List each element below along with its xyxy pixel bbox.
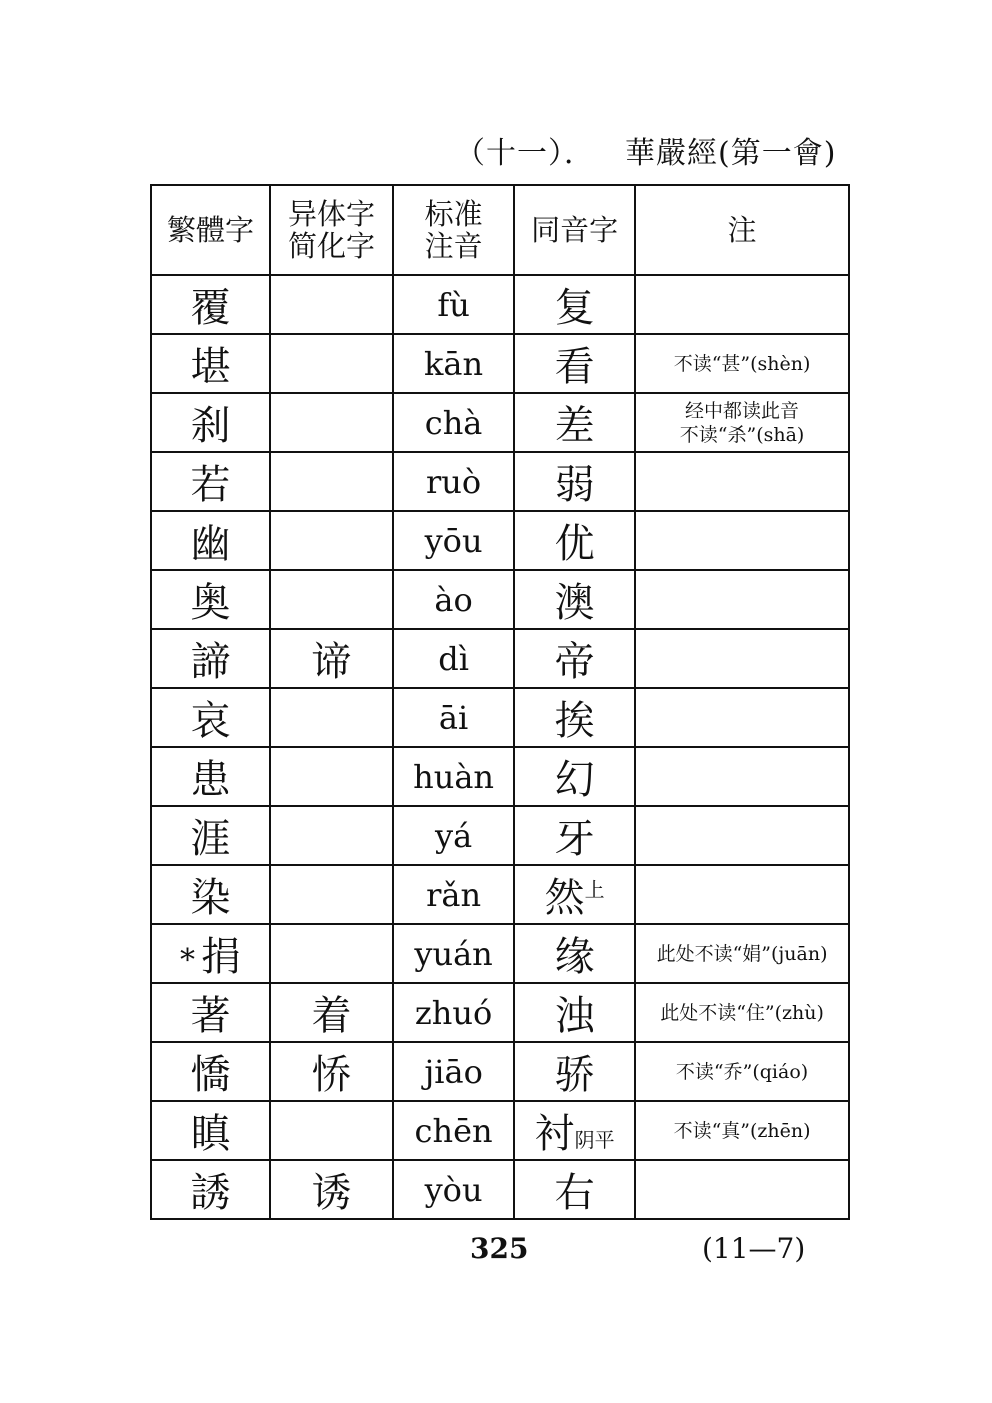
- table-row: [151, 865, 849, 924]
- table-row: [151, 1101, 849, 1160]
- traditional-cell: [151, 1160, 270, 1219]
- homophone-char: 帝: [554, 639, 595, 685]
- homophone-cell: [514, 983, 635, 1042]
- pinyin-cell: [393, 452, 514, 511]
- note-cell: [635, 1101, 849, 1160]
- col-header-homophone: 同音字: [514, 185, 635, 275]
- note-text: 不读“甚”(shèn): [673, 352, 811, 375]
- traditional-cell: [151, 570, 270, 629]
- pinyin-cell: [393, 983, 514, 1042]
- traditional-char: 堪: [190, 344, 231, 390]
- pinyin-cell: [393, 1101, 514, 1160]
- pinyin-text: fù: [437, 285, 470, 324]
- homophone-cell: [514, 688, 635, 747]
- traditional-cell: [151, 983, 270, 1042]
- table-row: [151, 688, 849, 747]
- note-cell: [635, 275, 849, 334]
- pinyin-cell: [393, 570, 514, 629]
- traditional-char: 諦: [190, 639, 231, 685]
- pinyin-cell: [393, 275, 514, 334]
- homophone-char: 骄: [554, 1052, 595, 1098]
- pronunciation-table: [150, 184, 850, 1220]
- pinyin-cell: [393, 924, 514, 983]
- sutra-title: 華嚴經(第一會): [625, 136, 837, 171]
- table-body: [151, 275, 849, 1219]
- traditional-char: 憍: [190, 1052, 231, 1098]
- traditional-cell: [151, 334, 270, 393]
- homophone-char: 牙: [554, 816, 595, 862]
- traditional-cell: [151, 629, 270, 688]
- tone-superscript: 上: [584, 877, 605, 902]
- tone-subscript: 阴平: [574, 1128, 615, 1152]
- table-row: [151, 924, 849, 983]
- homophone-cell: [514, 334, 635, 393]
- simplified-cell: [270, 275, 393, 334]
- homophone-char: 澳: [554, 580, 595, 626]
- simplified-cell: [270, 452, 393, 511]
- pinyin-cell: [393, 334, 514, 393]
- note-cell: [635, 334, 849, 393]
- homophone-cell: [514, 1160, 635, 1219]
- pinyin-cell: [393, 629, 514, 688]
- pinyin-text: jiāo: [424, 1052, 483, 1091]
- note-text: 此处不读“娟”(juān): [656, 942, 828, 965]
- homophone-char: 复: [554, 285, 595, 331]
- homophone-cell: [514, 629, 635, 688]
- simplified-cell: [270, 924, 393, 983]
- col-header-note: 注: [635, 185, 849, 275]
- pinyin-text: yōu: [424, 521, 483, 560]
- traditional-char: 染: [190, 875, 231, 921]
- table-row: [151, 570, 849, 629]
- simplified-cell: [270, 1160, 393, 1219]
- homophone-cell: [514, 924, 635, 983]
- traditional-cell: [151, 865, 270, 924]
- table-row: [151, 806, 849, 865]
- homophone-cell: [514, 511, 635, 570]
- homophone-cell: [514, 393, 635, 452]
- page-number: 325: [470, 1232, 529, 1265]
- simplified-cell: [270, 688, 393, 747]
- page-header: [455, 128, 875, 172]
- pinyin-text: ruò: [425, 462, 482, 501]
- simplified-cell: [270, 747, 393, 806]
- note-cell: [635, 865, 849, 924]
- traditional-cell: [151, 1101, 270, 1160]
- table-row: [151, 334, 849, 393]
- pinyin-cell: [393, 393, 514, 452]
- traditional-char: 覆: [190, 285, 231, 331]
- table-row: [151, 1160, 849, 1219]
- note-cell: [635, 629, 849, 688]
- traditional-char: 哀: [190, 698, 231, 744]
- simplified-char: 㤭: [311, 1052, 352, 1098]
- pinyin-cell: [393, 747, 514, 806]
- homophone-cell: [514, 570, 635, 629]
- simplified-cell: [270, 393, 393, 452]
- traditional-cell: [151, 511, 270, 570]
- simplified-cell: [270, 511, 393, 570]
- simplified-cell: [270, 1042, 393, 1101]
- pinyin-text: chēn: [414, 1111, 493, 1150]
- homophone-cell: [514, 1042, 635, 1101]
- note-cell: [635, 393, 849, 452]
- homophone-char: 挨: [554, 698, 595, 744]
- homophone-char: 右: [554, 1170, 595, 1216]
- table-row: [151, 393, 849, 452]
- pinyin-text: yòu: [424, 1170, 483, 1209]
- pinyin-cell: [393, 688, 514, 747]
- table-header-row: [151, 185, 849, 275]
- pinyin-cell: [393, 511, 514, 570]
- pinyin-cell: [393, 806, 514, 865]
- pinyin-cell: [393, 1042, 514, 1101]
- note-cell: [635, 1042, 849, 1101]
- traditional-char: 若: [190, 462, 231, 508]
- table-row: [151, 1042, 849, 1101]
- traditional-cell: [151, 275, 270, 334]
- pinyin-text: ào: [434, 580, 473, 619]
- simplified-cell: [270, 570, 393, 629]
- table-row: [151, 275, 849, 334]
- pinyin-text: rǎn: [426, 875, 482, 914]
- note-text: 不读“真”(zhēn): [673, 1119, 811, 1142]
- note-cell: [635, 688, 849, 747]
- homophone-cell: [514, 806, 635, 865]
- homophone-char: 然: [544, 875, 585, 921]
- simplified-char: 着: [311, 993, 352, 1039]
- simplified-cell: [270, 334, 393, 393]
- note-cell: [635, 806, 849, 865]
- homophone-char: 看: [554, 344, 595, 390]
- page-reference: (11—7): [702, 1232, 806, 1265]
- traditional-char: 捐: [201, 934, 241, 980]
- simplified-cell: [270, 806, 393, 865]
- homophone-cell: [514, 865, 635, 924]
- note-cell: [635, 511, 849, 570]
- note-cell: [635, 1160, 849, 1219]
- traditional-char: 著: [190, 993, 231, 1039]
- note-cell: [635, 924, 849, 983]
- traditional-cell: [151, 688, 270, 747]
- homophone-cell: [514, 275, 635, 334]
- traditional-char: 刹: [190, 403, 231, 449]
- simplified-cell: [270, 865, 393, 924]
- pinyin-text: yá: [435, 816, 473, 855]
- note-cell: [635, 983, 849, 1042]
- col-header-variant-simplified: 异体字 简化字: [270, 185, 393, 275]
- traditional-cell: [151, 806, 270, 865]
- homophone-char: 弱: [554, 462, 595, 508]
- note-text: 不读“乔”(qiáo): [675, 1060, 809, 1083]
- traditional-char: 涯: [190, 816, 231, 862]
- table-row: [151, 452, 849, 511]
- pinyin-cell: [393, 1160, 514, 1219]
- pinyin-text: dì: [438, 639, 469, 678]
- simplified-char: 谛: [311, 639, 352, 685]
- traditional-char: 患: [190, 757, 231, 803]
- traditional-char: 誘: [190, 1170, 231, 1216]
- col-header-traditional: 繁體字: [151, 185, 270, 275]
- traditional-char: 奥: [190, 580, 231, 626]
- note-text: 此处不读“住”(zhù): [660, 1001, 824, 1024]
- traditional-cell: [151, 747, 270, 806]
- traditional-cell: [151, 1042, 270, 1101]
- section-number: （十一）．: [455, 136, 595, 171]
- homophone-cell: [514, 1101, 635, 1160]
- note-cell: [635, 570, 849, 629]
- pinyin-text: yuán: [414, 934, 493, 973]
- simplified-char: 诱: [311, 1170, 352, 1216]
- homophone-char: 缘: [554, 934, 595, 980]
- simplified-cell: [270, 1101, 393, 1160]
- traditional-cell: [151, 393, 270, 452]
- pinyin-text: huàn: [413, 757, 495, 796]
- homophone-cell: [514, 452, 635, 511]
- homophone-char: 幻: [554, 757, 595, 803]
- homophone-char: 差: [554, 403, 595, 449]
- traditional-char: 瞋: [190, 1111, 231, 1157]
- traditional-cell: [151, 452, 270, 511]
- asterisk-mark: *: [180, 943, 195, 978]
- traditional-char: 幽: [190, 521, 231, 567]
- pinyin-text: chà: [424, 403, 483, 442]
- table-row: [151, 511, 849, 570]
- simplified-cell: [270, 629, 393, 688]
- pinyin-text: kān: [424, 344, 484, 383]
- traditional-cell: [151, 924, 270, 983]
- pinyin-cell: [393, 865, 514, 924]
- note-cell: [635, 452, 849, 511]
- note-text: 经中都读此音 不读“杀”(shā): [679, 399, 805, 446]
- pinyin-text: āi: [438, 698, 469, 737]
- note-cell: [635, 747, 849, 806]
- table-row: [151, 747, 849, 806]
- homophone-cell: [514, 747, 635, 806]
- pinyin-text: zhuó: [414, 993, 493, 1032]
- homophone-char: 浊: [554, 993, 595, 1039]
- homophone-char: 衬: [534, 1111, 575, 1157]
- homophone-char: 优: [554, 521, 595, 567]
- table-row: [151, 629, 849, 688]
- simplified-cell: [270, 983, 393, 1042]
- col-header-standard-pinyin: 标准 注音: [393, 185, 514, 275]
- table-row: [151, 983, 849, 1042]
